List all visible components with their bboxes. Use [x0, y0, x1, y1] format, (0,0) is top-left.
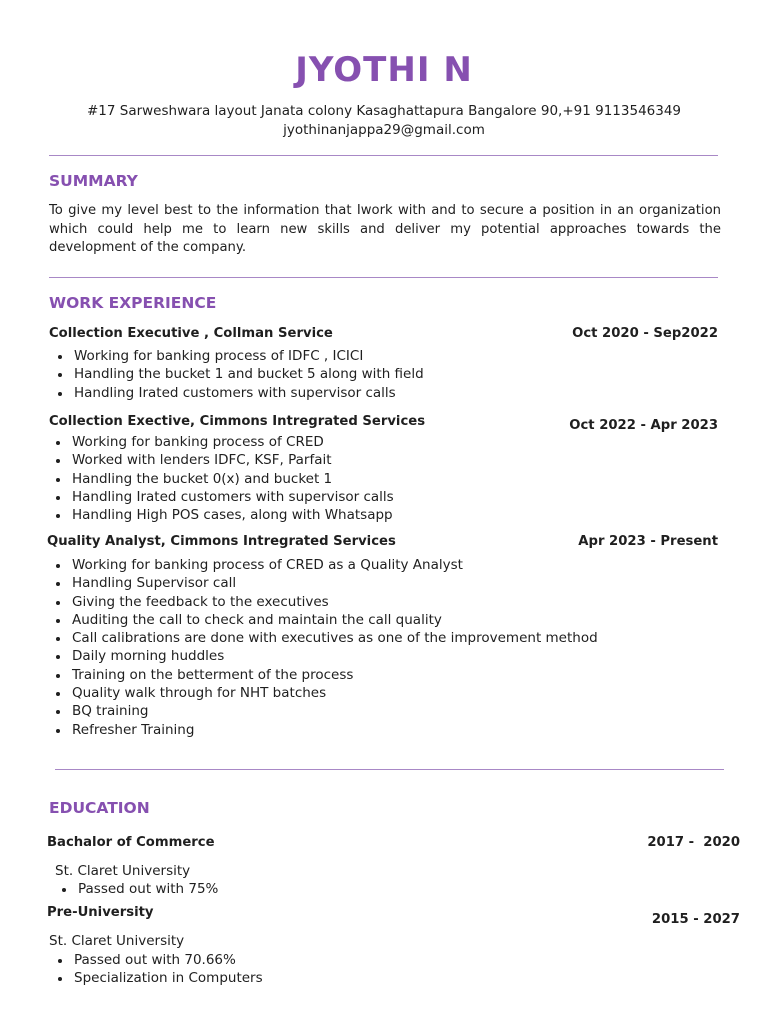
list-item: Passed out with 75% — [55, 880, 218, 898]
work-experience-heading: WORK EXPERIENCE — [49, 294, 217, 312]
job-duties-list — [51, 347, 424, 402]
divider — [49, 277, 718, 278]
divider — [49, 155, 718, 156]
list-item: Refresher Training — [49, 721, 598, 739]
summary-heading: SUMMARY — [49, 172, 138, 190]
list-item: Daily morning huddles — [49, 647, 598, 665]
job-title: Quality Analyst, Cimmons Intregrated Services — [47, 534, 396, 549]
contact-email: jyothinanjappa29@gmail.com — [283, 122, 485, 138]
list-item: Handling High POS cases, along with Whatsapp — [49, 506, 394, 524]
list-item: Giving the feedback to the executives — [49, 593, 598, 611]
job-dates: Oct 2020 - Sep2022 — [572, 326, 718, 341]
school-name: St. Claret University — [55, 863, 191, 879]
education-details-list — [51, 951, 263, 988]
job-dates: Apr 2023 - Present — [578, 534, 718, 549]
list-item: BQ training — [49, 702, 598, 720]
degree-dates: 2017 - 2020 — [647, 835, 740, 850]
contact-address-phone: #17 Sarweshwara layout Janata colony Kasaghattapura Bangalore 90,+91 9113546349 — [86, 103, 682, 119]
list-item: Handling Irated customers with supervisor calls — [49, 488, 394, 506]
list-item: Working for banking process of CRED as a Quality Analyst — [49, 556, 598, 574]
summary-text: To give my level best to the information that Iwork with and to secure a position in an organization which could help me to learn new skills and deliver my potential approaches towards the development of the company. — [49, 203, 721, 255]
list-item: Working for banking process of CRED — [49, 433, 394, 451]
list-item: Handling the bucket 1 and bucket 5 along with field — [51, 365, 424, 383]
list-item: Handling Irated customers with supervisor calls — [51, 384, 424, 402]
list-item: Training on the betterment of the process — [49, 666, 598, 684]
list-item: Auditing the call to check and maintain the call quality — [49, 611, 598, 629]
list-item: Passed out with 70.66% — [51, 951, 263, 969]
school-name: St. Claret University — [49, 933, 185, 949]
list-item: Handling Supervisor call — [49, 574, 598, 592]
job-title: Collection Executive , Collman Service — [49, 326, 333, 341]
job-duties-list — [49, 556, 598, 739]
degree-title: Pre-University — [47, 905, 154, 920]
candidate-name: JYOTHI N — [295, 50, 473, 90]
job-duties-list — [49, 433, 394, 524]
list-item: Call calibrations are done with executives as one of the improvement method — [49, 629, 598, 647]
degree-title: Bachalor of Commerce — [47, 835, 215, 850]
list-item: Working for banking process of IDFC , ICICI — [51, 347, 424, 365]
degree-dates: 2015 - 2027 — [651, 912, 740, 927]
divider — [55, 769, 724, 770]
list-item: Worked with lenders IDFC, KSF, Parfait — [49, 451, 394, 469]
job-dates: Oct 2022 - Apr 2023 — [569, 418, 718, 433]
education-details-list — [55, 880, 218, 898]
education-heading: EDUCATION — [49, 799, 150, 817]
job-title: Collection Exective, Cimmons Intregrated Services — [49, 414, 426, 429]
list-item: Handling the bucket 0(x) and bucket 1 — [49, 470, 394, 488]
list-item: Specialization in Computers — [51, 969, 263, 987]
list-item: Quality walk through for NHT batches — [49, 684, 598, 702]
